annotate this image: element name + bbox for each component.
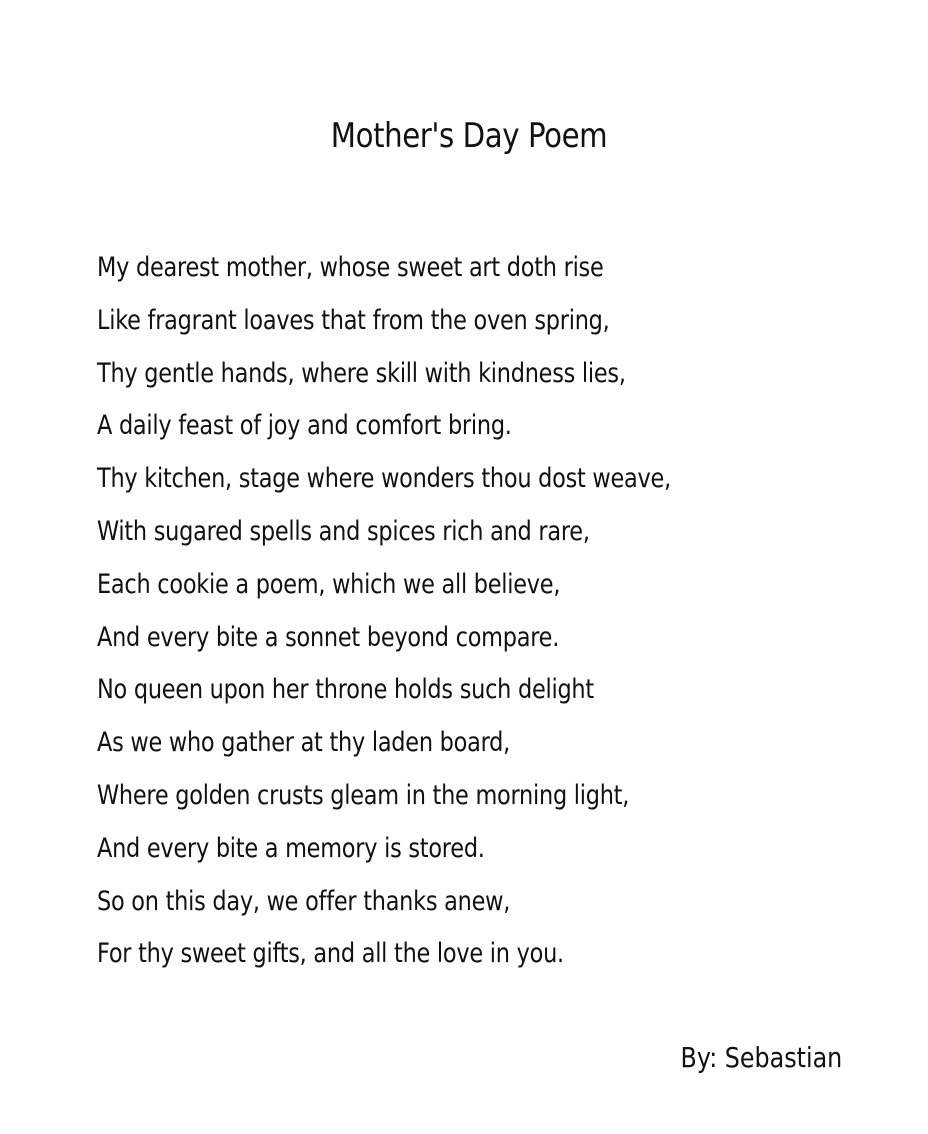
poem-line: Each cookie a poem, which we all believe, <box>97 568 561 600</box>
poem-line: And every bite a sonnet beyond compare. <box>97 621 560 653</box>
poem-line: Thy kitchen, stage where wonders thou dost weave, <box>97 463 671 495</box>
poem-line: A daily feast of joy and comfort bring. <box>97 410 512 442</box>
author-byline: By: Sebastian <box>680 1041 842 1074</box>
poem-line: My dearest mother, whose sweet art doth rise <box>97 252 604 283</box>
poem-line: For thy sweet gifts, and all the love in you. <box>97 938 564 970</box>
poem-line: Where golden crusts gleam in the morning light, <box>97 779 630 811</box>
page-title: Mother's Day Poem <box>330 116 608 156</box>
poem-line: As we who gather at thy laden board, <box>97 727 511 759</box>
poem-line: And every bite a memory is stored. <box>97 832 485 864</box>
poem-line: With sugared spells and spices rich and rare, <box>97 515 590 547</box>
poem-line: Thy gentle hands, where skill with kindness lies, <box>97 357 626 389</box>
poem-body <box>97 246 789 985</box>
poem-line: So on this day, we offer thanks anew, <box>97 885 511 917</box>
poem-line: Like fragrant loaves that from the oven spring, <box>97 304 610 336</box>
poem-line: No queen upon her throne holds such delight <box>97 674 594 706</box>
